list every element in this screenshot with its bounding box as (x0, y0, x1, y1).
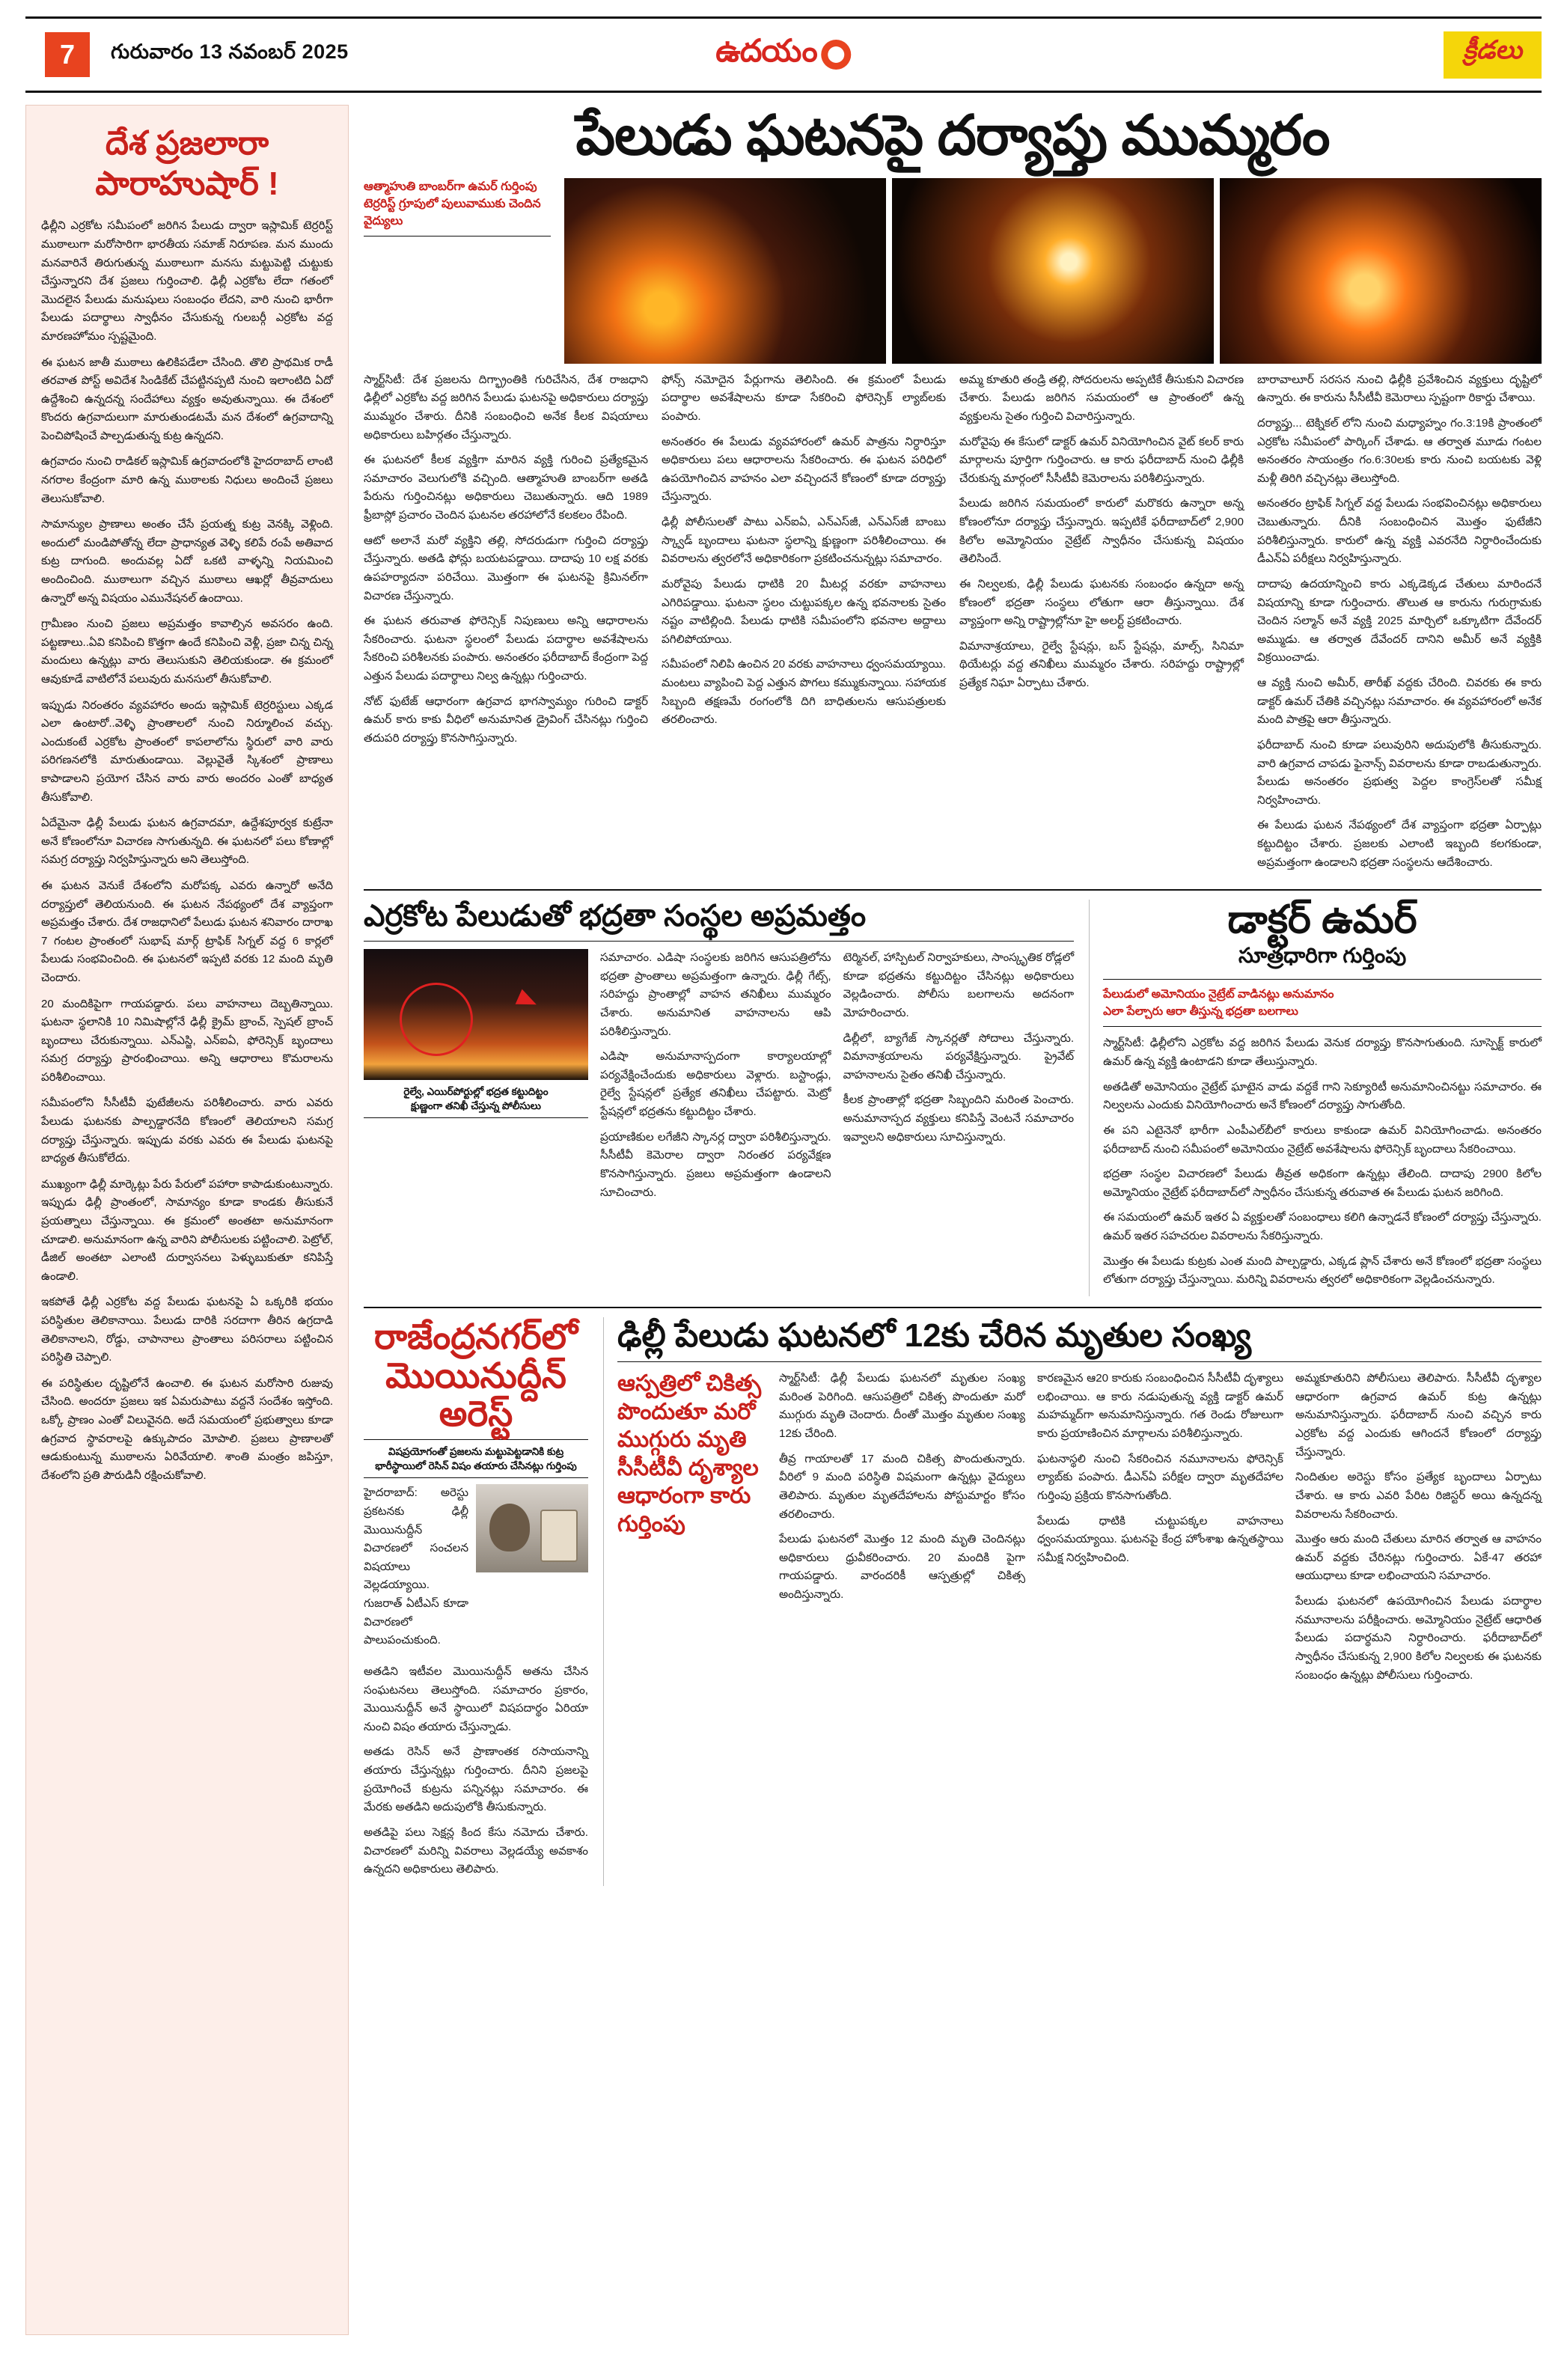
main-headline: పేలుడు ఘటనపై దర్యాప్తు ముమ్మరం (575, 104, 1330, 166)
main-col-3: అమ్మ కూతురి తండ్రి తల్లి, సోదరులను అప్పటికే తీసుకుని విచారణ చేశారు. పేలుడు జరిగిన సమయంలో ఆ ప్రాంతంలో ఉన్న వ్యక్తులను సైతం గుర్తించి విచారిస్తున్నారు. మరోవైపు ఈ కేసులో డాక్టర్ ఉమర్ వినియోగించిన వైట్ కలర్ కారు మార్గాలను పూర్తిగా గుర్తించారు. ఆ కారు ఫరీదాబాద్ నుంచి ఢిల్లీకి చేరుకున్న మార్గంలో సీసీటీవీ కెమెరాలను పరిశీలిస్తున్నారు. పేలుడు జరిగిన సమయంలో కారులో మరొకరు ఉన్నారా అన్న కోణంలోనూ దర్యాప్తు చేస్తున్నారు. ఇప్పటికే ఫరీదాబాద్‌లో 2,900 కిలోల అమ్మోనియం నైట్రేట్ స్వాధీనం చేసుకున్న విషయం తెలిసిందే. ఈ నిల్వలకు, ఢిల్లీ పేలుడు ఘటనకు సంబంధం ఉన్నదా అన్న కోణంలో భద్రతా సంస్థలు లోతుగా ఆరా తీస్తున్నాయి. దేశ వ్యాప్తంగా అన్ని రాష్ట్రాల్లోనూ హై అలర్ట్ ప్రకటించారు. విమానాశ్రయాలు, రైల్వే స్టేషన్లు, బస్ స్టేషన్లు, మాల్స్, సినిమా థియేటర్లు వద్ద తనిఖీలు ముమ్మరం చేశారు. సరిహద్దు రాష్ట్రాల్లో ప్రత్యేక నిఘా ఏర్పాటు చేశారు. (959, 373, 1244, 690)
security-photo-block (364, 949, 588, 1209)
main-column (349, 105, 1542, 2335)
newspaper-page (0, 16, 1567, 2380)
accused-mugshot-photo (476, 1484, 588, 1572)
main-story-columns (364, 371, 1542, 879)
editorial-title: దేశ ప్రజలారా పారాహుషార్ ! (95, 125, 279, 202)
editorial-body: ఢిల్లీని ఎర్రకోట సమీపంలో జరిగిన పేలుడు ద్వారా ఇస్లామిక్ టెర్రరిస్ట్ ముఠాలుగా మరోసారిగా భారతీయ సమాజ్ నిరూపణ. మన ముందు మనవారినే తిరుగుతున్న ముఠాలుగా మనసు మట్టుపెట్టి చుట్టుకు చేస్తున్నారని దేశ ప్రజలు గుర్తించాలి. ఢిల్లీ ఎర్రకోట లేదా గతంలో మొదలైన పేలుడు మనుషులు సంబంధం లేదని, వారి నుంచి భారీగా పేలుడు పదార్థాలు స్వాధీనం చేసుకున్న గులబర్గీ ఎర్రకోట వద్ద మారణహోమం స్పష్టమైంది. ఈ ఘటన జాతీ ముఠాలు ఉలికిపడేలా చేసింది. తొలి ప్రాథమిక రాడీ తరవాత పోస్ట్ అవిదేశ సిండికేట్ చేపట్టినప్పటి నుంచి ఇలాంటిది ఏదో ఉద్దేశించి ఉన్నదన్న సందేహాలు వ్యక్తం అవుతున్నాయి. ఈ దేశంలో కొందరు ఉగ్రవాదులుగా మారుతుండటమే మన దేశంలో ఉగ్రవాదాన్ని పెంచిపోషించే పాల్పడుతున్న కుట్ర ఉన్నదని. ఉగ్రవాదం నుంచి రాడికల్ ఇస్లామిక్ ఉగ్రవాదంలోకి హైదరాబాద్ లాంటి నగరాల కేంద్రంగా మారి ఉన్న ముఠాలకు నిధులు అందించే ప్రజలు తెలుసుకోవాలి. సామాన్యుల ప్రాణాలు అంతం చేసే ప్రయత్న కుట్ర వెనక్కి వెళ్లింది. అందులో మండిపోతోన్న లేదా ప్రాధాన్యత వెళ్ళి కలిపే రంపే అతివాద కుట్ర దాగుంది. అందువల్ల ఏదో ఒకటి వాళ్ళన్ని నియమించి అందించింది. ముఠాలుగా వచ్చిన ముఠాలు ఆఖర్లో తీవ్రవాదులు ఉన్నారో అన్న విషయం ఎమునేషనల్ ఉందాయి. గ్రామీణం నుంచి ప్రజలు అప్రమత్తం కావాల్సిన అవసరం ఉంది. పట్టణాలు..ఏవి కనిపించి కొత్తగా ఉందే కనిపించి వెళ్లీ, ప్రజా చిన్న చిన్న మందులు ఉన్నట్లు వారు తెలుసుకుని తెలియకుండా. ఈ క్రమంలో ఆవుకూడే వాటిలోనే పలువురు మనసులో తీసుకోవాలి. ఇప్పుడు నిరంతరం వ్యవహారం అందు ఇస్లామిక్ టెర్రరిస్టులు ఎక్కడ ఎలా ఉంటారో..వెళ్ళి ప్రాంతాలలో నుంచి నిర్మూలించ వచ్చు. ఎందుకంటే ఎర్రకోట ప్రాంతంలో కాపలాలోను స్థిరులో వారి వారు పరిగణనలోకి మారుతుండాయి. వెల్లువైతే స్కిశంలో ప్రాణాలు కాపాడాలని ప్రయోగ చేసిన వారు వారు అందరం ఎంతో బాధ్యత తీసుకోవాలి. ఏదేమైనా ఢిల్లీ పేలుడు ఘటన ఉగ్రవాదమా, ఉద్దేశపూర్వక కుట్రేనా అనే కోణంలోనూ విచారణ సాగుతున్నది. ఈ ఘటనలో పలు కోణాల్లో సమగ్ర దర్యాప్తు నిర్వహిస్తున్నారు అని తెలుస్తోంది. ఈ ఘటన వెనుకే దేశంలోని మరోపక్క ఎవరు ఉన్నారో అనేది దర్యాప్తులో తెలియనుంది. ఈ ఘటన నేపథ్యంలో దేశ వ్యాప్తంగా అప్రమత్తం చేశారు. దేశ రాజధానిలో పేలుడు ఘటన శనివారం దారాఖ 7 గంటల ప్రాంతంలో సుభాష్ మార్గ్ ట్రాఫిక్ సిగ్నల్ వద్ద 6 కార్లలో పేలుడు సంభవించింది. ఈ ఘటనలో ఇప్పటి వరకు 12 మంది మృతి చెందారు. 20 మందికిపైగా గాయపడ్డారు. పలు వాహనాలు దెబ్బతిన్నాయి. ఘటనా స్థలానికి 10 నిమిషాల్లోనే ఢిల్లీ క్రైమ్ బ్రాంచ్, స్పెషల్ బ్రాంచ్ బృందాలు చేరుకున్నాయి. ఎన్ఎస్జి, ఎన్ఐఏ, ఫోరెన్సిక్ బృందాలు సమగ్ర దర్యాప్తు ప్రారంభించాయి. అన్ని ఆధారాలు కొమరాలను పరిశీలించాయి. సమీపంలోని సీసీటీవీ ఫుటేజీలను పరిశీలించారు. వారు ఎవరు పేలుడు ఘటనకు పాల్పడ్డారనేది కోణంలో తెలియాలని సమగ్ర దర్యాప్తు చేస్తున్నారు. ఇప్పుడు వరకు ఎవరు ఈ పేలుడు ఘటనపై బాధ్యత తీసుకోలేదు. ముఖ్యంగా ఢిల్లీ మార్కెట్లు పేరు పేరులో పహారా కాపాడుకుంటున్నారు. ఇప్పుడు ఢిల్లీ ప్రాంతంలో, సామాన్యం కూడా కాండకు తీసుకునే ప్రయత్నాలు చేస్తున్నాయి. ఈ క్రమంలో అంతటా అనుమానంగా చూడాలి. అనుమానంగా ఉన్న వారిని పోలీసులకు పట్టించాలి. పెట్రోల్, డీజిల్ అంతటా ఎలాంటి దుర్వాసనలు పెళ్ళుబుకుతూ కనిపిస్తే ఉండాలి. ఇకపోతే ఢిల్లీ ఎర్రకోట వద్ద పేలుడు ఘటనపై ఏ ఒక్కరికి భయం పరిస్థితుల తెలికానాయి. పేలుడు దారికి సరదాగా తీరిన ఉగ్రదాడి తెలికానాలని, రోడ్డు, చాపానాలు ప్రాంతాలు పరిసరాలు పట్టించిన పరిస్థితి చెప్పాలి. ఈ పరిస్థితుల దృష్టిలోనే ఉంచాలి. ఈ ఘటన మరోసారి రుజువు చేసింది. అందరూ ప్రజలు ఇక ఏమరుపాటు వద్దనే సందేశం ఇస్తోంది. ఒక్కో ప్రాణం ఎంతో విలువైనది. అదే సమయంలో ప్రభుత్వాలు కూడా ఉగ్రవాద స్థావరాలపై ఉక్కుపాదం మోపాలి. ప్రజలు ప్రాణాలతో ఆడుకుంటున్న ముఠాలను ఏరివేయాలి. శాంతి మంత్రం జపిస్తూ, దేశంలోని ప్రతి పౌరుడినీ రక్షించుకోవాలి. (41, 219, 333, 1482)
bottom-section (364, 1307, 1542, 1886)
toll-deck-col (617, 1370, 767, 1691)
toll-col-1: స్మార్ట్‌సిటీ: ఢిల్లీ పేలుడు ఘటనలో మృతుల సంఖ్య మరింత పెరిగింది. ఆసుపత్రిలో చికిత్స పొందుతూ మరో ముగ్గురు మృతి చెందారు. దీంతో మొత్తం మృతుల సంఖ్య 12కు చేరింది. తీవ్ర గాయాలతో 17 మంది చికిత్స పొందుతున్నారు. వీరిలో 9 మంది పరిస్థితి విషమంగా ఉన్నట్లు వైద్యులు తెలిపారు. మృతుల మృతదేహాలను పోస్టుమార్టం కోసం తరలించారు. పేలుడు ఘటనలో మొత్తం 12 మంది మృతి చెందినట్లు అధికారులు ధ్రువీకరించారు. 20 మందికి పైగా గాయపడ్డారు. వారందరికీ ఆస్పత్రుల్లో చికిత్స అందిస్తున్నారు. (779, 1372, 1025, 1602)
photo-arrow-icon (516, 989, 540, 1013)
main-photo-strip (564, 178, 1542, 364)
toll-deck: ఆస్పత్రిలో చికిత్స పొందుతూ మరో ముగ్గురు మృతి సీసీటీవీ దృశ్యాల ఆధారంగా కారు గుర్తింపు (617, 1371, 762, 1537)
red-fort-blast-photo (364, 949, 588, 1080)
section-tag: క్రీడలు (1444, 31, 1542, 79)
photo-highlight-circle (400, 983, 473, 1056)
rajendranagar-story (364, 1317, 588, 1886)
doctor-head-box (1103, 900, 1542, 973)
editorial-column (25, 105, 349, 2335)
security-story (364, 900, 1074, 1296)
rajendranagar-headline: రాజేంద్రనగర్‌లో మొయినుద్దీన్ అరెస్ట్ (373, 1316, 578, 1434)
main-col-2: ఫోన్స్ నమోదైన పేర్లుగాను తెలిసింది. ఈ క్రమంలో పేలుడు పదార్థాల అవశేషాలను కూడా సేకరించి ఫోరెన్సిక్ ల్యాబ్‌లకు పంపారు. అనంతరం ఈ పేలుడు వ్యవహారంలో ఉమర్ పాత్రను నిర్ధారిస్తూ అధికారులు పలు ఆధారాలను సేకరించారు. ఈ ఘటన పరిధిలో ఉపయోగించిన వాహనం ఎలా వచ్చిందనే కోణంలో కూడా దర్యాప్తు చేస్తున్నారు. ఢిల్లీ పోలీసులతో పాటు ఎన్ఐఏ, ఎన్ఎస్‌జీ, ఎన్ఎస్‌జీ బాంబు స్క్వాడ్ బృందాలు ఘటనా స్థలాన్ని క్షుణ్ణంగా పరిశీలించాయి. ఈ వివరాలను త్వరలోనే అధికారికంగా ప్రకటించనున్నట్లు సమాచారం. మరోవైపు పేలుడు ధాటికి 20 మీటర్ల వరకూ వాహనాలు ఎగిరిపడ్డాయి. ఘటనా స్థలం చుట్టుపక్కల ఉన్న భవనాలకు సైతం నష్టం వాటిల్లింది. పేలుడు ధాటికి సమీపంలోని భవనాల అద్దాలు పగిలిపోయాయి. సమీపంలో నిలిపి ఉంచిన 20 వరకు వాహనాలు ధ్వంసమయ్యాయి. మంటలు వ్యాపించి పెద్ద ఎత్తున పొగలు కమ్ముకున్నాయి. సహాయక సిబ్బంది తక్షణమే రంగంలోకి దిగి బాధితులను ఆసుపత్రులకు తరలించారు. (662, 373, 947, 727)
toll-headline: ఢిల్లీ పేలుడు ఘటనలో 12కు చేరిన మృతుల సంఖ్య (617, 1316, 1252, 1354)
doctor-deck: పేలుడులో అమోనియం నైట్రేట్ వాడినట్లు అనుమానం ఎలా పేల్చారు ఆరా తీస్తున్న భద్రతా బలగాలు (1103, 987, 1334, 1019)
main-kicker: ఆత్మాహుతి బాంబర్‌గా ఉమర్ గుర్తింపు టెర్రరిస్ట్ గ్రూపులో పులువాముకు చెందిన వైద్యులు (364, 180, 541, 228)
death-toll-story (603, 1317, 1542, 1886)
main-col-1: స్మార్ట్‌సిటీ: దేశ ప్రజలను దిగ్భ్రాంతికి గురిచేసిన, దేశ రాజధాని ఢిల్లీలో ఎర్రకోట వద్ద జరిగిన పేలుడు ఘటనపై అధికారులు దర్యాప్తు ముమ్మరం చేశారు. దీనికి సంబంధించి అనేక కీలక విషయాలు అధికారులు బహిర్గతం చేస్తున్నారు. ఈ ఘటనలో కీలక వ్యక్తిగా మారిన వ్యక్తి గురించి ప్రత్యేకమైన సమాచారం వెలుగులోకి వచ్చింది. ఆత్మాహుతి బాంబర్‌గా అతడి పేరును గుర్తించినట్లు అధికారులు చెబుతున్నారు. ఆది 1989 ఫ్రీబాస్లో ప్రచారం చెందిన ఘటనల తరహాలోనే కలకలం రేపింది. ఆటో అలానే మరో వ్యక్తిని తల్లి, సోదరుడుగా గుర్తించి దర్యాప్తు చేస్తున్నారు. అతడి ఫోన్లు బయటపడ్డాయి. దాదాపు 10 లక్ష వరకు ఉపహర్యాదనా పరిచేయి. మొత్తంగా ఈ ఘటనపై క్రిమినల్‌గా విచారణ చేస్తున్నారు. ఈ ఘటన తరువాత ఫోరెన్సిక్ నిపుణులు అన్ని ఆధారాలను సేకరించారు. ఘటనా స్థలంలో పేలుడు పదార్థాల అవశేషాలను సేకరించి పరిశీలనకు పంపారు. అనంతరం ఫరీదాబాద్ కేంద్రంగా పెద్ద ఎత్తున పేలుడు పదార్థాలు నిల్వ ఉన్నట్లు గుర్తించారు. నోట్ ఫుటేజ్ ఆధారంగా ఉగ్రవాద భాగస్వామ్యం గురించి డాక్టర్ ఉమర్ కారు కాకు వీధిలో అనుమానిత డ్రైవింగ్ చేసినట్లు గుర్తించి తదుపరి దర్యాప్తు కొనసాగిస్తున్నారు. (364, 373, 648, 745)
doctor-headline: డాక్టర్ ఉమర్ (1227, 898, 1417, 942)
page-number: 7 (45, 32, 90, 77)
section-tag-wrap (1444, 19, 1542, 91)
doctor-subheadline: సూత్రధారిగా గుర్తింపు (1238, 943, 1407, 967)
page-body (25, 105, 1542, 2335)
toll-col-3: అమ్మకూతురిని పోలీసులు తెలిపారు. సీసీటీవీ దృశ్యాల ఆధారంగా ఉగ్రవాద ఉమర్ కుట్ర ఉన్నట్లు అనుమానిస్తున్నారు. ఫరీదాబాద్ నుంచి వచ్చిన కారు ఎర్రకోట వద్ద ఎందుకు ఆగిందనే కోణంలో దర్యాప్తు చేస్తున్నారు. నిందితుల అరెస్టు కోసం ప్రత్యేక బృందాలు ఏర్పాటు చేశారు. ఆ కారు ఎవరి పేరిట రిజిస్టర్ అయి ఉన్నదన్న వివరాలను సేకరించారు. మొత్తం ఆరు మంది చేతులు మారిన తర్వాత ఆ వాహనం ఉమర్ వద్దకు చేరినట్లు గుర్తించారు. ఏకే-47 తరహా ఆయుధాలు కూడా లభించాయని సమాచారం. పేలుడు ఘటనలో ఉపయోగించిన పేలుడు పదార్థాల నమూనాలను పరీక్షించారు. అమ్మోనియం నైట్రేట్ ఆధారిత పేలుడు పదార్థమని నిర్ధారించారు. ఫరీదాబాద్‌లో స్వాధీనం చేసుకున్న 2,900 కిలోల నిల్వలకు ఈ ఘటనకు సంబంధం ఉన్నట్లు పోలీసులు గుర్తించారు. (1295, 1372, 1542, 1682)
evidence-jar-icon (540, 1510, 578, 1562)
security-headline: ఎర్రకోట పేలుడుతో భద్రతా సంస్థల అప్రమత్తం (364, 900, 867, 933)
security-photo-caption: రైల్వే, ఎయిర్‌పోర్టుల్లో భద్రత కట్టుదిట్టం క్షుణ్ణంగా తనిఖీ చేస్తున్న పోలీసులు (364, 1080, 588, 1118)
doctor-umar-story (1089, 900, 1542, 1296)
toll-col-2: కారణమైన ఆ20 కారుకు సంబంధించిన సీసీటీవీ దృశ్యాలు లభించాయి. ఆ కారు నడుపుతున్న వ్యక్తి డాక్టర్ ఉమర్ మహమ్మద్‌గా అనుమానిస్తున్నారు. గత రెండు రోజులుగా కారు ప్రయాణించిన మార్గాలను పరిశీలిస్తున్నారు. ఘటనాస్థలి నుంచి సేకరించిన నమూనాలను ఫోరెన్సిక్ ల్యాబ్‌కు పంపారు. డీఎన్ఏ పరీక్షల ద్వారా మృతదేహాల గుర్తింపు ప్రక్రియ కొనసాగుతోంది. పేలుడు ధాటికి చుట్టుపక్కల వాహనాలు ధ్వంసమయ్యాయి. ఘటనపై కేంద్ర హోంశాఖ ఉన్నతస్థాయి సమీక్ష నిర్వహించింది. (1037, 1372, 1283, 1564)
logo-text: ఉదయం (715, 32, 817, 68)
doctor-body: స్మార్ట్‌సిటీ: ఢిల్లీలోని ఎర్రకోట వద్ద జరిగిన పేలుడు వెనుక దర్యాప్తు కొనసాగుతుంది. సూస్పెక్ట్ కారులో ఉమర్ ఉన్న వ్యక్తి ఉంటాడని కూడా తేలుస్తున్నారు. అతడితో అమోనియం నైట్రేట్ ఘాటైన వాడు వద్దకే గాని సెక్యూరిటీ అనుమానించినట్టు సమాచారం. ఈ నిల్వలను ఎందుకు వినియోగించారు అనే కోణంలో దర్యాప్తు సాగుతోంది. ఈ పని ఎటైనెనో భారీగా ఎంపీఎల్‌బీలో కారులు కాకుండా ఉమర్ వినియోగించాడు. అనంతరం ఫరీదాబాద్ నుంచి సమీపంలో అమోనియం నైట్రేట్ అవశేషాలను ఫోరెన్సిక్ బృందాలు సేకరించాయి. భద్రతా సంస్థల విచారణలో పేలుడు తీవ్రత అధికంగా ఉన్నట్లు తేలింది. దాదాపు 2900 కిలోల అమ్మోనియం నైట్రేట్ ఫరీదాబాద్‌లో స్వాధీనం చేసుకున్న తరువాత ఈ పేలుడు ఘటన జరిగింది. ఈ సమయంలో ఉమర్ ఇతర ఏ వ్యక్తులతో సంబంధాలు కలిగి ఉన్నాడనే కోణంలో దర్యాప్తు చేస్తున్నారు. ఉమర్ ఇతర సహచరుల వివరాలను సేకరిస్తున్నారు. మొత్తం ఈ పేలుడు కుట్రకు ఎంత మంది పాల్పడ్డారు, ఎక్కడ ప్లాన్ చేశారు అనే కోణంలో భద్రతా సంస్థలు లోతుగా దర్యాప్తు చేస్తున్నాయి. మరిన్ని వివరాలను త్వరలో అధికారికంగా వెల్లడించనున్నారు. (1103, 1037, 1542, 1287)
middle-section (364, 889, 1542, 1296)
blast-wreckage-photo (892, 178, 1214, 364)
main-kicker-column (364, 178, 551, 364)
burning-cars-photo (564, 178, 886, 364)
fire-rescue-photo (1220, 178, 1542, 364)
masthead (25, 16, 1542, 93)
rajendranagar-body: అతడిని ఇటీవల మొయినుద్దీన్ అతను చేసిన సంఘటనలు తెలుస్తోంది. సమాచారం ప్రకారం, మొయినుద్దీన్ అనే స్థాయిలో విషపదార్థం ఏరియా నుంచి విషం తయారు చేస్తున్నాడు. అతడు రెసిన్ అనే ప్రాణాంతక రసాయనాన్ని తయారు చేస్తున్నట్లు గుర్తించారు. దీనిని ప్రజలపై ప్రయోగించే కుట్రను పన్నినట్లు సమాచారం. ఈ మేరకు అతడిని అదుపులోకి తీసుకున్నారు. అతడిపై పలు సెక్షన్ల కింద కేసు నమోదు చేశారు. విచారణలో మరిన్ని వివరాలు వెల్లడయ్యే అవకాశం ఉన్నదని అధికారులు తెలిపారు. (364, 1665, 588, 1876)
main-col-4: బారావాలూర్ సరసన నుంచి ఢిల్లీకి ప్రవేశించిన వ్యక్తులు దృష్టిలో ఉన్నారు. ఈ కారును సీసీటీవీ కెమెరాలు స్పష్టంగా రికార్డు చేశాయి. దర్యాప్తు... టెక్నికల్ లోని నుంచి మధ్యాహ్నం గం.3:19కి ప్రాంతంలో ఎర్రకోట సమీపంలో పార్కింగ్ చేశాడు. ఆ తర్వాత మూడు గంటల అనంతరం సాయంత్రం గం.6:30లకు కారు నుంచి బయటకు వెళ్లి మళ్లీ తిరిగి వచ్చినట్లు తెలుస్తోంది. అనంతరం ట్రాఫిక్ సిగ్నల్ వద్ద పేలుడు సంభవించినట్లు అధికారులు చెబుతున్నారు. దీనికి సంబంధించిన మొత్తం ఫుటేజీని పరిశీలిస్తున్నారు. కారులో ఉన్న వ్యక్తి ఎవరనేది నిర్ధారించేందుకు డీఎన్ఏ పరీక్షలు నిర్వహిస్తున్నారు. దాదాపు ఉదయాన్నించి కారు ఎక్కడెక్కడ చేతులు మారిందనే విషయాన్ని కూడా గుర్తించారు. తొలుత ఆ కారును గురుగ్రామకు చెందిన సల్మాన్ అనే వ్యక్తి 2025 మార్చిలో ఒక్కూటిగా దేవేందర్ అమ్ముడు. ఆ తర్వాత దేవేందర్ దానిని అమీర్ అనే వ్యక్తికి విక్రయించాడు. ఆ వ్యక్తి నుంచి అమీర్, తారీఖ్ వద్దకు చేరింది. చివరకు ఈ కారు డాక్టర్ ఉమర్ చేతికి వచ్చినట్లు సమాచారం. ఈ వ్యవహారంలో అనేక మంది పాత్రపై ఆరా తీస్తున్నారు. ఫరీదాబాద్ నుంచి కూడా పలువురిని అదుపులోకి తీసుకున్నారు. వారి ఉగ్రవాద చాపడు ఫైనాన్స్ వివరాలను కూడా రాబడుతున్నారు. పేలుడు అనంతరం ప్రభుత్వ పెద్దల కాంగ్రెస్‌లతో సమీక్ష నిర్వహించారు. ఈ పేలుడు ఘటన నేపథ్యంలో దేశ వ్యాప్తంగా భద్రతా ఏర్పాట్లు కట్టుదిట్టం చేశారు. ప్రజలకు ఎలాంటి ఇబ్బంది కలగకుండా, అప్రమత్తంగా ఉండాలని భద్రతా సంస్థలను ఆదేశించారు. (1257, 373, 1542, 869)
rajendranagar-deck: విషప్రయోగంతో ప్రజలను మట్టుపెట్టడానికి కుట్ర భారీస్థాయిలో రెసిన్ విషం తయారు చేసినట్లు గుర్తింపు (375, 1445, 577, 1472)
newspaper-logo (715, 33, 851, 77)
person-silhouette-icon (489, 1504, 530, 1551)
security-col-2: టెర్మినల్, హాస్పిటల్ నిర్వాహకులు, సాంస్కృతిక రోడ్లలో కూడా భద్రతను కట్టుదిట్టం చేసినట్లు అధికారులు వెల్లడించారు. పోలీసు బలగాలను అదనంగా మోహరించారు. డిల్లీలో, బ్యాగేజ్ స్కానర్లతో సోదాలు చేస్తున్నారు. విమానాశ్రయాలను పర్యవేక్షిస్తున్నారు. ప్రైవేట్ వాహనాలను సైతం తనిఖీ చేస్తున్నారు. కీలక ప్రాంతాల్లో భద్రతా సిబ్బందిని మరింత పెంచారు. అనుమానాస్పద వ్యక్తులు కనిపిస్తే వెంటనే సమాచారం ఇవ్వాలని అధికారులు సూచిస్తున్నారు. (843, 951, 1075, 1144)
security-col-1: సమాచారం. ఎడిషా సంస్థలకు జరిగిన ఆసుపత్రిలోను భద్రతా ప్రాంతాలు అప్రమత్తంగా ఉన్నారు. ఢిల్లీ గేట్స్, సరిహద్దు ప్రాంతాల్లో వాహన తనిఖీలు ముమ్మరం చేశారు. అనుమానిత వాహనాలను ఆపి పరిశీలిస్తున్నారు. ఎడిషా అనుమానాస్పదంగా కార్యాలయాల్లో పర్యవేక్షించేందుకు అధికారులు వెళ్లారు. బస్టాండ్లు, రైల్వే స్టేషన్లలో ప్రత్యేక తనిఖీలు చేపట్టారు. మెట్రో స్టేషన్లలో భద్రతను కట్టుదిట్టం చేశారు. ప్రయాణికుల లగేజీని స్కానర్ల ద్వారా పరిశీలిస్తున్నారు. సీసీటీవీ కెమెరాల ద్వారా నిరంతర పర్యవేక్షణ కొనసాగిస్తున్నారు. ప్రజలు అప్రమత్తంగా ఉండాలని సూచించారు. (600, 951, 831, 1199)
logo-swirl-icon (822, 40, 852, 70)
publication-date: గురువారం 13 నవంబర్ 2025 (111, 40, 349, 63)
rajendranagar-intro: హైదరాబాద్: అరెస్టు ప్రకటనకు ఢిల్లీ మొయినుద్దీన్ విచారణలో సంచలన విషయాలు వెల్లడయ్యాయి. గుజరాత్ ఏటీఎస్ కూడా విచారణలో పాలుపంచుకుంది. (364, 1486, 468, 1647)
